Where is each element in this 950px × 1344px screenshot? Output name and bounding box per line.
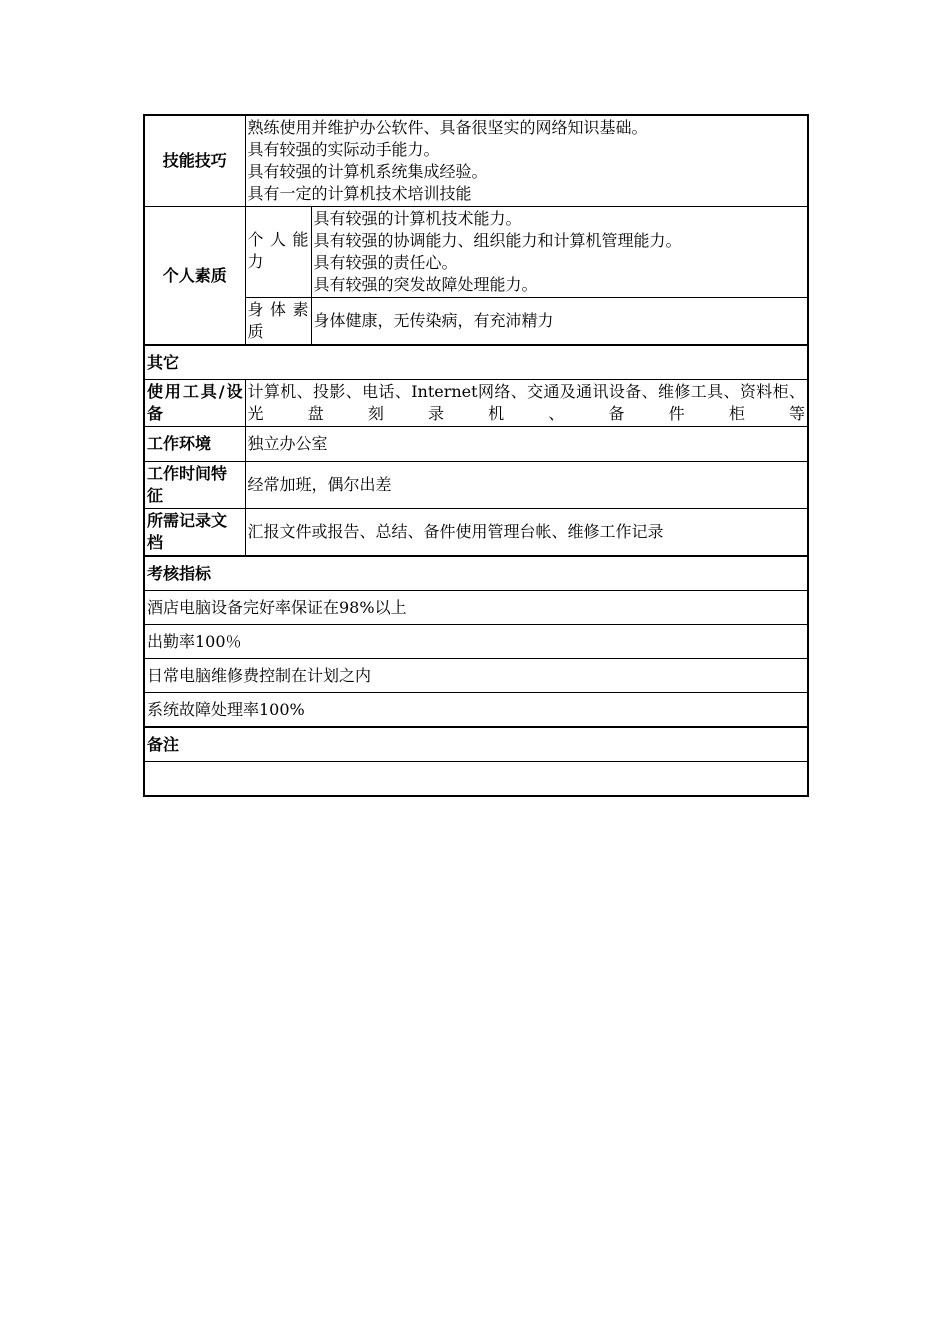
worktime-value: 经常加班，偶尔出差 [245,462,808,509]
job-description-table [143,114,807,797]
remarks-header: 备注 [144,727,808,762]
physical-value: 身体健康，无传染病，有充沛精力 [311,298,808,346]
kpi-header-row [144,556,808,591]
skills-content [245,115,808,207]
other-header: 其它 [144,345,808,380]
environment-value: 独立办公室 [245,427,808,462]
kpi-item: 日常电脑维修费控制在计划之内 [144,659,808,693]
other-row [144,380,808,427]
remarks-header-row [144,727,808,762]
kpi-row [144,659,808,693]
ability-label: 个人能力 [245,207,311,298]
personal-ability-row [144,207,808,298]
worktime-label: 工作时间特征 [144,462,245,509]
tools-value: 计算机、投影、电话、Internet网络、交通及通讯设备、维修工具、资料柜、光盘刻录机、备件柜等 [245,380,808,427]
personal-label: 个人素质 [144,207,245,346]
kpi-item: 出勤率100％ [144,625,808,659]
skills-line: 具有较强的实际动手能力。 [247,140,440,159]
tools-label: 使用工具/设备 [144,380,245,427]
main-table [143,114,809,797]
skills-row [144,115,808,207]
skills-label: 技能技巧 [144,115,245,207]
remarks-row [144,762,808,797]
skills-line: 具有较强的计算机系统集成经验。 [247,162,488,181]
ability-line: 具有较强的计算机技术能力。 [313,209,522,228]
ability-line: 具有较强的协调能力、组织能力和计算机管理能力。 [313,231,682,250]
remarks-value [144,762,808,797]
records-label: 所需记录文档 [144,509,245,557]
physical-label: 身体素质 [245,298,311,346]
ability-line: 具有较强的责任心。 [313,253,458,272]
kpi-item: 酒店电脑设备完好率保证在98%以上 [144,591,808,625]
skills-line: 熟练使用并维护办公软件、具备很坚实的网络知识基础。 [247,118,648,137]
ability-content [311,207,808,298]
kpi-item: 系统故障处理率100% [144,693,808,728]
ability-line: 具有较强的突发故障处理能力。 [313,275,538,294]
records-value: 汇报文件或报告、总结、备件使用管理台帐、维修工作记录 [245,509,808,557]
other-row [144,509,808,557]
environment-label: 工作环境 [144,427,245,462]
kpi-row [144,625,808,659]
other-header-row [144,345,808,380]
other-row [144,462,808,509]
skills-line: 具有一定的计算机技术培训技能 [247,184,472,203]
kpi-row [144,591,808,625]
other-row [144,427,808,462]
kpi-row [144,693,808,728]
kpi-header: 考核指标 [144,556,808,591]
